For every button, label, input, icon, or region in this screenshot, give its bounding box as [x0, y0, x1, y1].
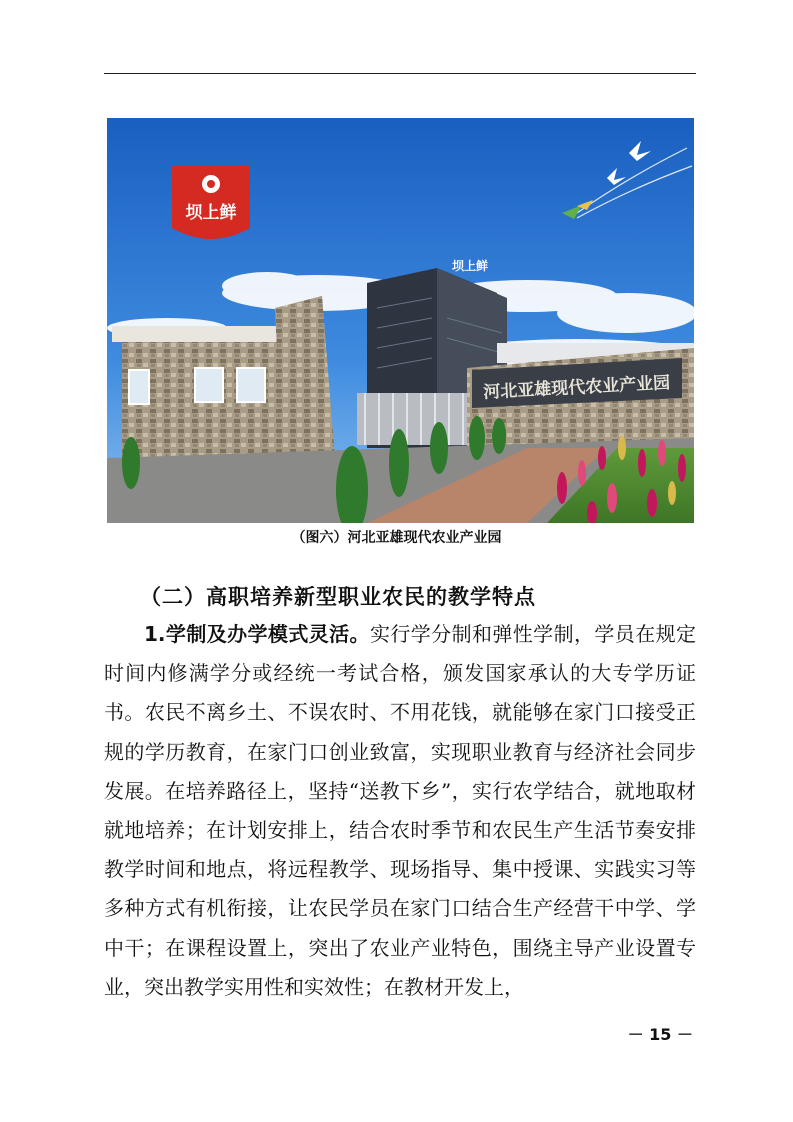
industrial-park-photo — [107, 118, 694, 523]
building-sign: 坝上鲜 — [452, 259, 489, 273]
section-heading: （二）高职培养新型职业农民的教学特点 — [140, 585, 536, 609]
paragraph-text: 实行学分制和弹性学制，学员在规定时间内修满学分或经统一考试合格，颁发国家承认的大专学历证书。农民不离乡土、不误农时、不用花钱，就能够在家门口接受正规的学历教育，在家门口创业致富，实现职业教育与经济社会同步发展。在培养路径上，坚持“送教下乡”，实行农学结合，就地取材就地培养；在计划安排上，结合农时季节和农民生产生活节奏安排教学时间和地点，将远程教学、现场指导、集中授课、实践实习等多种方式有机衔接，让农民学员在家门口结合生产经营干中学、学中干；在课程设置上，突出了农业产业特色，围绕主导产业设置专业，突出教学实用性和实效性；在教材开发上， — [104, 622, 697, 999]
park-sign-text: 河北亚雄现代农业产业园 — [482, 373, 671, 403]
header-rule — [104, 73, 696, 74]
body-paragraph — [104, 615, 696, 1007]
paragraph-lead: 1.学制及办学模式灵活。 — [144, 622, 370, 646]
brand-logo-text: 坝上鲜 — [185, 203, 237, 223]
figure-caption: （图六）河北亚雄现代农业产业园 — [291, 530, 502, 546]
page-number: － 15 － — [627, 1025, 693, 1044]
brand-logo — [172, 166, 250, 239]
